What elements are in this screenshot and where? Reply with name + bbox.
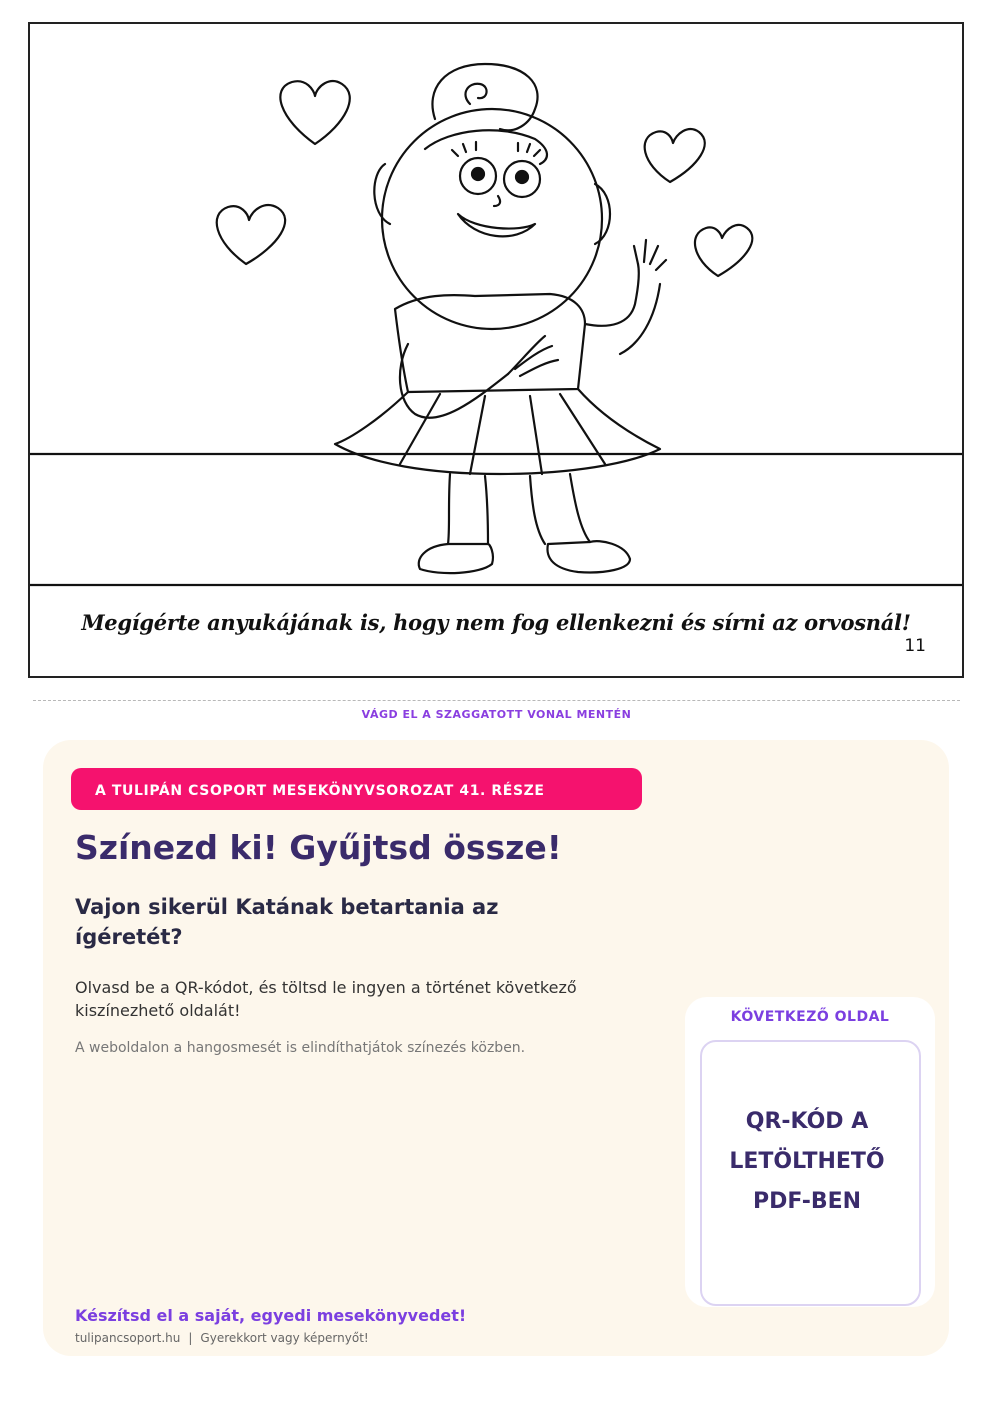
promo-question: Vajon sikerül Katának betartania az ígéretét?: [75, 895, 499, 949]
website-link[interactable]: tulipancsoport.hu: [75, 1331, 181, 1345]
right-shoe: [547, 541, 630, 572]
qr-panel: [685, 997, 935, 1307]
series-banner: A TULIPÁN CSOPORT MESEKÖNYVSOROZAT 41. RÉSZE: [71, 768, 642, 810]
slogan: Gyerekkort vagy képernyőt!: [200, 1331, 369, 1345]
qr-placeholder-text: QR-KÓD A LETÖLTHETŐ PDF-BEN: [729, 1109, 885, 1214]
footer-separator: |: [188, 1331, 193, 1345]
page-number: 11: [904, 636, 926, 656]
qr-code-box[interactable]: [700, 1040, 921, 1306]
footer-line: [75, 1331, 369, 1345]
heart-icon: [695, 225, 752, 276]
heart-icon: [217, 205, 285, 264]
call-to-action: Készítsd el a saját, egyedi mesekönyvedet!: [75, 1306, 467, 1325]
left-shoe: [419, 544, 493, 573]
heart-icon: [645, 129, 705, 182]
story-caption: Megígérte anyukájának is, hogy nem fog ellenkezni és sírni az orvosnál!: [81, 610, 911, 635]
promo-card: [43, 740, 949, 1356]
promo-title: Színezd ki! Gyűjtsd össze!: [75, 828, 562, 867]
heart-icon: [280, 81, 349, 144]
cut-instruction: VÁGD EL A SZAGGATOTT VONAL MENTÉN: [361, 708, 632, 721]
coloring-illustration: [30, 24, 962, 676]
girl-skirt: [335, 389, 660, 474]
promo-note: A weboldalon a hangosmesét is elindíthatjátok színezés közben.: [75, 1040, 526, 1056]
coloring-page-frame: [28, 22, 964, 678]
promo-description: Olvasd be a QR-kódot, és töltsd le ingyen a történet következő kiszínezhető oldalát!: [75, 978, 577, 1020]
dashed-cut-line: [33, 700, 960, 701]
next-page-label: KÖVETKEZŐ OLDAL: [730, 1009, 890, 1025]
